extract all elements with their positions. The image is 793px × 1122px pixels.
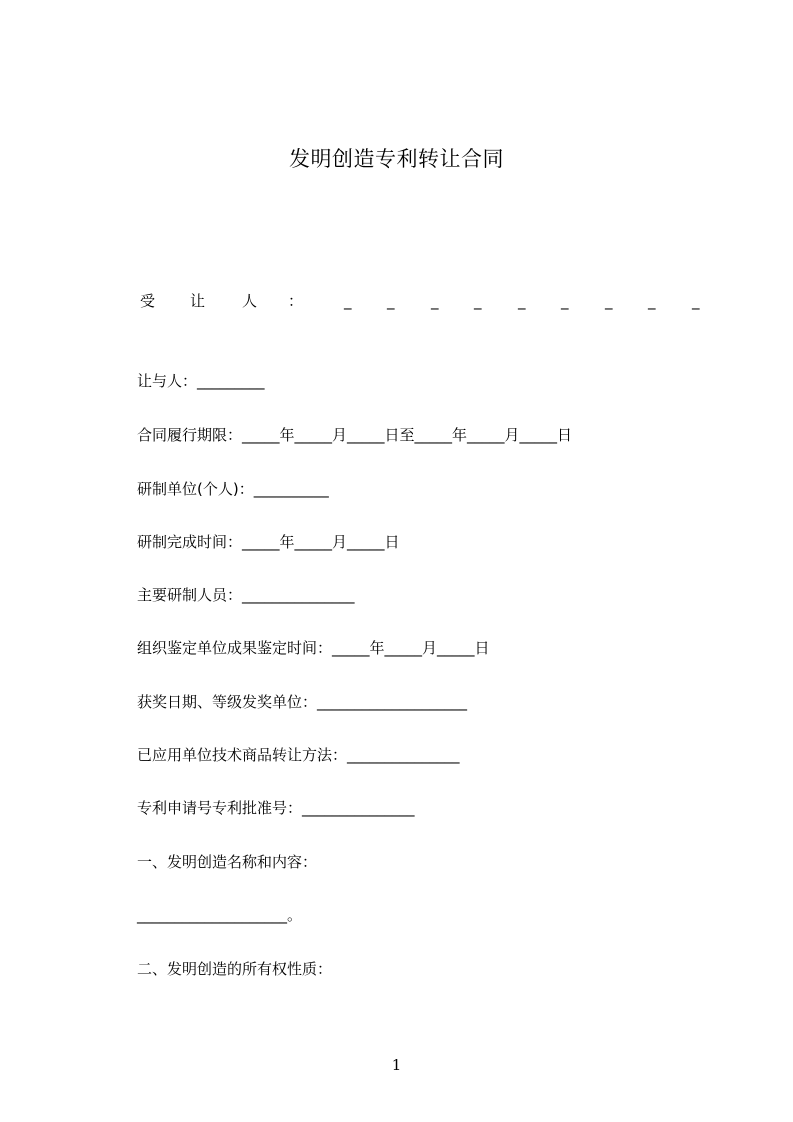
appraisal-time-line: 组织鉴定单位成果鉴定时间：_____年_____月_____日 <box>137 639 490 657</box>
assignee-char: 人 <box>242 292 258 310</box>
main-developers-line: 主要研制人员：_______________ <box>137 586 355 604</box>
applied-unit-line: 已应用单位技术商品转让方法：_______________ <box>137 746 460 764</box>
section-one-blank: ____________________。 <box>137 906 303 924</box>
document-title: 发明创造专利转让合同 <box>289 147 504 171</box>
assignee-line <box>138 290 703 314</box>
assignee-blank: _ <box>431 292 439 310</box>
assignee-char: 让 <box>190 292 206 310</box>
assignee-char: 受 <box>140 292 156 310</box>
assignee-blank: _ <box>692 292 700 310</box>
assignee-blank: _ <box>561 292 569 310</box>
assignee-blank: _ <box>605 292 613 310</box>
assignee-blank: _ <box>518 292 526 310</box>
assignee-colon: ： <box>288 292 304 310</box>
page-number: 1 <box>391 1056 402 1074</box>
completion-time-line: 研制完成时间：_____年_____月_____日 <box>137 533 400 551</box>
assignor-line: 让与人：_________ <box>137 372 265 390</box>
assignee-blank: _ <box>344 292 352 310</box>
contract-period-line: 合同履行期限：_____年_____月_____日至_____年_____月_____日 <box>137 426 573 444</box>
developer-unit-line: 研制单位(个人)：__________ <box>137 480 329 498</box>
section-two-heading: 二、发明创造的所有权性质： <box>137 960 333 978</box>
section-one-heading: 一、发明创造名称和内容： <box>137 853 318 871</box>
assignee-blank: _ <box>648 292 656 310</box>
award-line: 获奖日期、等级发奖单位：____________________ <box>137 693 468 711</box>
assignee-blank: _ <box>387 292 395 310</box>
assignee-blank: _ <box>474 292 482 310</box>
patent-number-line: 专利申请号专利批准号：_______________ <box>137 799 415 817</box>
